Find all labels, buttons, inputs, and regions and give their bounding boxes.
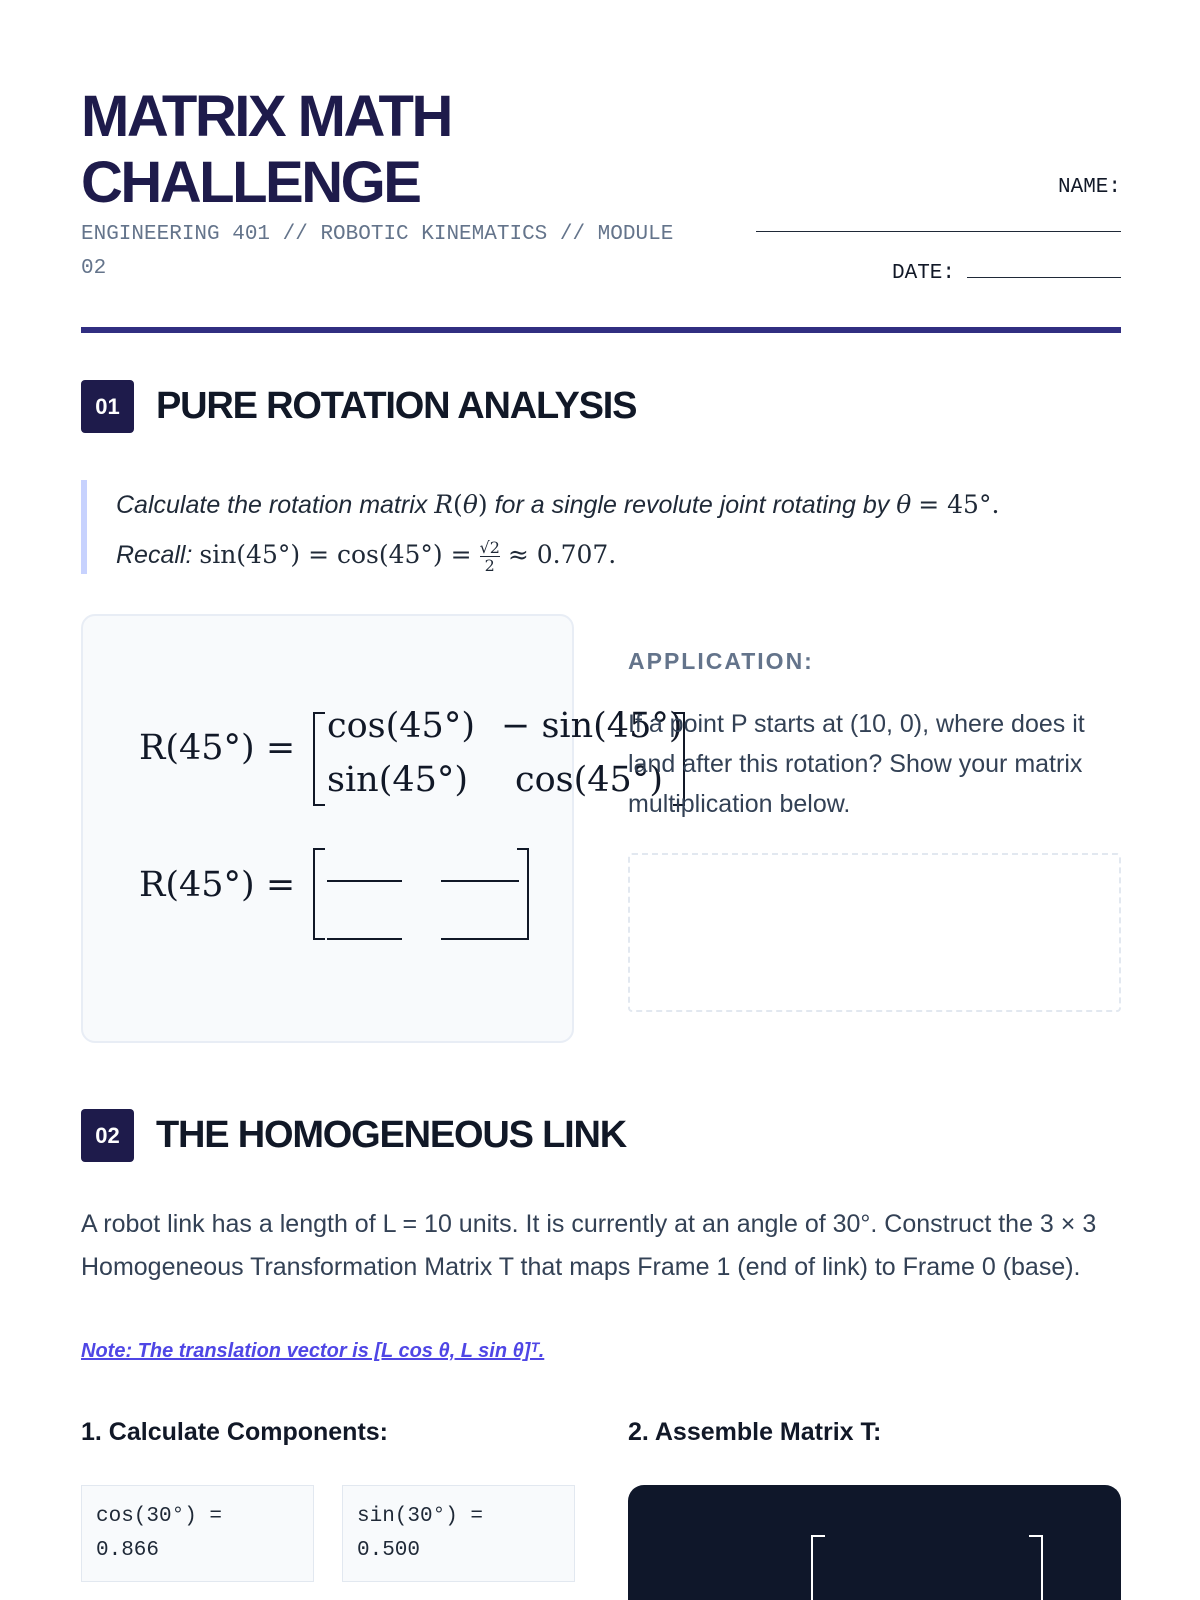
answer-blank-11[interactable]	[327, 880, 402, 882]
matrix-t-left-bracket	[811, 1535, 825, 1600]
rotation-matrix-box	[81, 614, 683, 1043]
answer-left-bracket	[313, 848, 325, 940]
matrix-cell-21: sin(45°)	[327, 760, 469, 800]
name-label: NAME:	[1057, 176, 1121, 199]
worksheet-page	[81, 0, 1121, 1600]
matrix-t-right-bracket	[1029, 1535, 1043, 1600]
matrix-cell-11: cos(45°)	[327, 706, 475, 746]
course-subtitle: ENGINEERING 401 // ROBOTIC KINEMATICS // MODULE 02	[81, 223, 674, 280]
cos-value: 0.866	[96, 1539, 160, 1562]
rotation-prompt: Calculate the rotation matrix R(θ) for a single revolute joint rotating by θ = 45°. Recall: sin(45°) = cos(45°) = $\frac{√2}{2}$ ≈ 0.707.	[81, 480, 1121, 574]
link-problem-text: A robot link has a length of L = 10 units. It is currently at an angle of 30°. Construct the 3 × 3 Homogeneous Transformation Matrix T that maps Frame 1 (end of link) to Frame 0 (base).	[81, 1210, 1097, 1281]
page-title: MATRIX MATH CHALLENGE	[81, 84, 451, 215]
recall-label: Recall:	[116, 541, 193, 569]
cos-component-box	[81, 1485, 314, 1582]
translation-note: Note: The translation vector is [L cos θ, L sin θ]ᵀ.	[81, 1340, 545, 1362]
matrix-left-bracket	[313, 712, 325, 806]
answer-right-bracket	[517, 848, 529, 940]
cos-label: cos(30°) =	[96, 1505, 223, 1528]
section-2-header	[81, 1109, 626, 1162]
name-blank-line[interactable]	[756, 231, 1121, 232]
date-field	[892, 256, 1121, 285]
section-1-header	[81, 380, 636, 433]
sin-label: sin(30°) =	[357, 1505, 484, 1528]
header-divider	[81, 327, 1121, 333]
prompt-text-a: Calculate the rotation matrix	[116, 491, 428, 519]
prompt-text-b: for a single revolute joint rotating by	[494, 491, 890, 519]
step-1-heading: 1. Calculate Components:	[81, 1418, 388, 1446]
matrix-t-answer-panel[interactable]	[628, 1485, 1121, 1600]
step-2-heading: 2. Assemble Matrix T:	[628, 1418, 882, 1446]
application-answer-box[interactable]	[628, 853, 1121, 1012]
answer-blank-22[interactable]	[441, 938, 519, 940]
matrix-lhs: R(45°) =	[139, 728, 296, 768]
answer-blank-21[interactable]	[327, 938, 402, 940]
date-blank-line[interactable]	[967, 256, 1121, 278]
section-2-number: 02	[81, 1109, 134, 1162]
section-1-title: PURE ROTATION ANALYSIS	[156, 385, 637, 427]
section-1-number: 01	[81, 380, 134, 433]
answer-blank-12[interactable]	[441, 880, 519, 882]
matrix-cell-12: − sin(45°)	[501, 706, 683, 746]
application-text: If a point P starts at (10, 0), where does it land after this rotation? Show your matrix multiplication below.	[628, 710, 1085, 818]
sin-value: 0.500	[357, 1539, 421, 1562]
section-2-title: THE HOMOGENEOUS LINK	[156, 1114, 627, 1156]
application-label: APPLICATION:	[628, 648, 814, 674]
answer-lhs: R(45°) =	[139, 865, 296, 905]
matrix-cell-22: cos(45°)	[515, 760, 663, 800]
sin-component-box	[342, 1485, 575, 1582]
date-label: DATE:	[891, 262, 955, 285]
